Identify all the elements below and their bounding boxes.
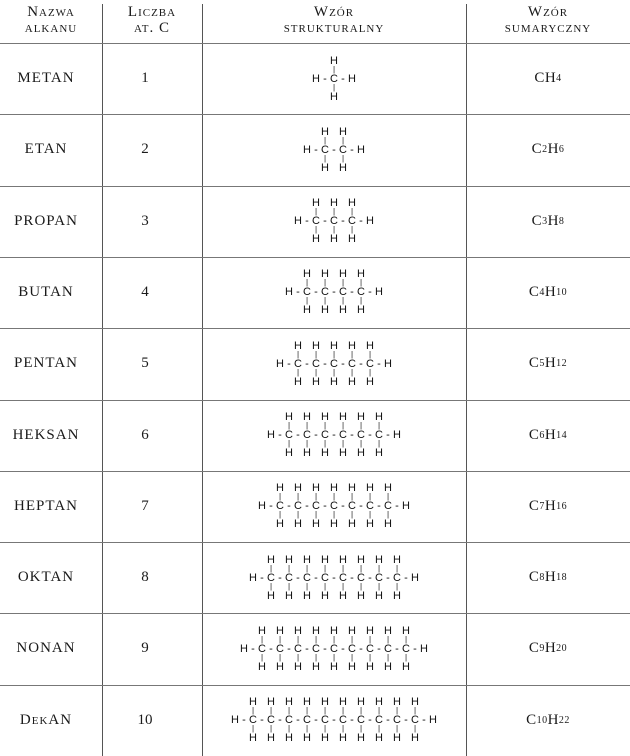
carbon-count: 2 [141,141,149,158]
bond-row-bottom: | | | | | | | | | | [251,724,417,734]
h-row-top: H H H H H H H H [267,553,401,566]
structural-diagram [285,268,384,316]
h-row-bottom: H H H H H H H H H [258,660,410,673]
structural-diagram [303,126,366,174]
h-row-bottom: H H H H [303,304,365,317]
bond-row-bottom: | | | | | | [287,439,381,448]
structural-formula [202,257,466,328]
structural-formula [202,542,466,613]
bond-row-top: | | | [314,207,354,217]
chain-row: H - C - C - C - C - C - C - C - C - H [249,571,419,584]
molecular-formula: C 4 H 10 [528,283,568,300]
carbon-count: 6 [141,426,149,443]
bond-row-bottom: | [332,82,336,92]
molecular-formula: C 6 H 14 [528,426,568,443]
h-row-top: H H H H H H [285,411,383,423]
bond-row-top: | [332,64,336,74]
molecular-formula: C 8 H 18 [528,569,568,586]
structural-formula [202,471,466,542]
bond-row-top: | | | | | | | [278,492,390,502]
molecular-formula: C 2 H 6 [531,141,565,158]
bond-row-top: | | | | [305,278,363,288]
bond-row-top: | | [323,135,345,145]
carbon-count: 8 [141,569,149,586]
header-summary [466,4,630,44]
bond-row-top: | | | | | | | | | | [251,706,417,716]
header-structural-line1: Wzór [313,4,355,20]
h-row-bottom: H [330,90,338,103]
h-row-bottom: H H H H H H H H H H [249,732,419,745]
chain-row: H - C - H [312,72,356,85]
molecular-formula: C 3 H 8 [531,212,565,229]
alkane-name: HEKSAN [12,426,80,443]
carbon-count: 1 [141,70,149,86]
bond-row-bottom: | | [323,153,345,163]
molecular-formula: C 9 H 20 [528,640,568,657]
header-count-line2: at. C [134,20,170,36]
h-row-top: H H [321,125,347,138]
structural-diagram [258,482,411,530]
h-row-top: H H H [312,197,356,210]
alkane-name: BUTAN [18,283,74,300]
molecular-formula: C 10 H 22 [526,711,570,728]
alkane-name: NONAN [16,640,76,657]
header-summary-line2: sumaryczny [504,20,592,36]
structural-diagram [240,625,429,673]
chain-row: H - C - C - C - C - C - C - C - C - C - H [240,642,428,655]
bond-row-top: | | | | | | | | [269,563,399,573]
h-row-bottom: H H H H H H H H [267,589,401,602]
alkane-name: HEPTAN [14,497,78,514]
carbon-count: 7 [141,497,149,514]
structural-diagram [312,55,357,103]
h-row-bottom: H H [321,161,347,174]
h-row-top: H H H H H H H [276,482,392,495]
header-count [102,4,202,44]
alkane-name: DekAN [19,711,73,728]
bond-row-bottom: | | | | | | | | [269,581,399,591]
h-row-bottom: H H H H H H H [276,518,392,531]
bond-row-top: | | | | | | [287,421,381,430]
h-row-top: H H H H [303,268,365,281]
molecular-formula: C 7 H 16 [528,497,568,514]
structural-diagram [249,554,420,602]
structural-diagram [294,197,375,245]
carbon-count: 10 [137,711,153,728]
structural-formula [202,400,466,471]
h-row-top: H H H H H H H H H H [249,696,419,709]
carbon-count: 4 [141,283,149,300]
chain-row: H - C - C - C - H [294,215,374,228]
alkane-name: ETAN [24,141,68,158]
carbon-count: 5 [141,355,149,372]
bond-row-bottom: | | | | | | | [278,510,390,520]
h-row-top: H H H H H H H H H [258,624,410,637]
header-name-line1: Nazwa [27,4,75,20]
alkane-name: PENTAN [14,355,78,372]
h-row-bottom: H H H H H H [285,447,383,459]
bond-row-bottom: | | | [314,225,354,235]
structural-diagram [267,411,402,459]
bond-row-top: | | | | | [296,349,372,359]
header-name-line2: alkanu [24,20,78,36]
header-count-line1: Liczba [127,4,177,20]
h-row-top: H H H H H [294,339,374,352]
bond-row-bottom: | | | | | [296,367,372,377]
structural-formula [202,613,466,684]
header-structural [202,4,466,44]
alkane-name: PROPAN [14,212,78,229]
structural-formula [202,685,466,756]
structural-diagram [276,340,393,388]
molecular-formula: C H 4 [534,70,562,86]
chain-row: H - C - C - C - C - H [285,286,383,299]
alkane-name: METAN [17,70,75,86]
molecular-formula: C 5 H 12 [528,355,568,372]
structural-diagram [231,696,438,744]
carbon-count: 9 [141,640,149,657]
header-structural-line2: strukturalny [283,20,385,36]
chain-row: H - C - C - C - C - C - H [276,357,392,370]
bond-row-bottom: | | | | | | | | | [260,652,408,662]
structural-formula [202,186,466,257]
h-row-bottom: H H H [312,233,356,246]
chain-row: H - C - C - C - C - C - C - C - H [258,500,410,513]
carbon-count: 3 [141,212,149,229]
chain-row: H - C - C - C - C - C - C - H [267,429,401,441]
structural-formula [202,114,466,185]
header-name [0,4,102,44]
h-row-bottom: H H H H H [294,375,374,388]
h-row-top: H [330,54,338,67]
structural-formula [202,328,466,399]
chain-row: H - C - C - C - C - C - C - C - C - C - C - H [231,714,437,727]
bond-row-bottom: | | | | [305,296,363,306]
bond-row-top: | | | | | | | | | [260,634,408,644]
structural-formula [202,43,466,114]
alkane-name: OKTAN [17,569,75,586]
header-summary-line1: Wzór [527,4,569,20]
chain-row: H - C - C - H [303,143,365,156]
